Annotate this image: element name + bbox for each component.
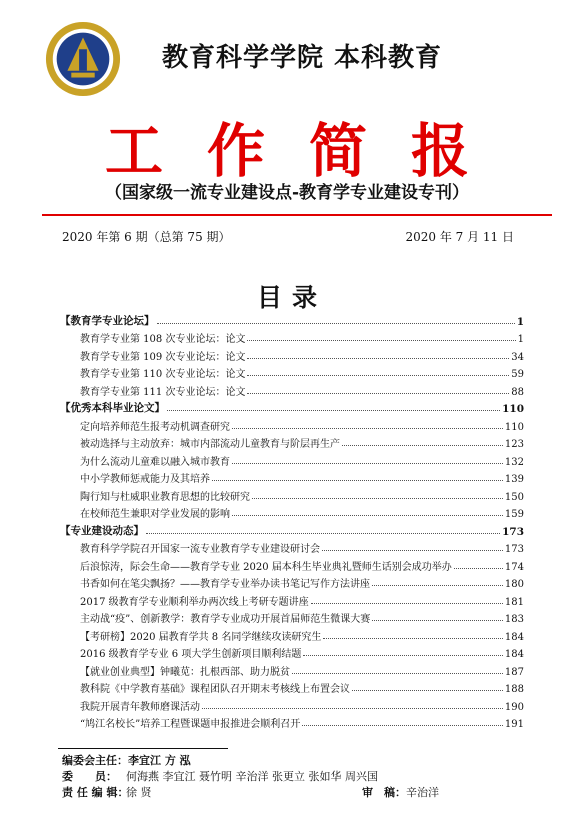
editor-value: 徐 贤 — [126, 786, 152, 799]
footer-chief — [62, 752, 191, 768]
toc-item-title: 定向培养师范生报考动机调查研究 — [80, 421, 230, 433]
toc-page: 183 — [504, 614, 524, 625]
toc-item-title: 教育科学学院召开国家一流专业教育学专业建设研讨会 — [80, 544, 320, 555]
toc-item[interactable] — [60, 363, 524, 381]
toc-page: 190 — [504, 701, 524, 713]
dot-leader — [247, 358, 509, 359]
toc-page: 191 — [504, 719, 524, 730]
footer-reviewer — [362, 784, 439, 800]
toc-page: 159 — [504, 509, 524, 520]
university-seal-icon — [44, 20, 122, 98]
dot-leader — [372, 585, 503, 586]
toc-item-title: 为什么流动儿童难以融入城市教育 — [80, 456, 230, 468]
toc-section-title: 【教育学专业论坛】 — [60, 314, 155, 327]
toc-item-title: 2016 级教育学专业 6 项大学生创新项目顺利结题 — [80, 649, 302, 660]
dot-leader — [157, 323, 515, 324]
dot-leader — [352, 690, 503, 691]
dot-leader — [292, 673, 503, 674]
toc-page: 181 — [504, 596, 524, 608]
toc-item-title: 我院开展青年教师磨课活动 — [80, 701, 200, 713]
dot-leader — [322, 550, 503, 551]
toc-item[interactable] — [60, 538, 524, 556]
toc-page: 187 — [504, 666, 524, 678]
toc-item[interactable] — [60, 695, 524, 713]
toc-item-title: 书香如何在笔尖飘扬？——教育学专业举办读书笔记写作方法讲座 — [80, 579, 370, 590]
dot-leader — [146, 533, 500, 534]
toc-item-title: 中小学教师惩戒能力及其培养 — [80, 474, 210, 485]
red-divider — [42, 214, 552, 216]
toc-page: 173 — [502, 525, 524, 538]
dot-leader — [232, 428, 503, 429]
toc-page: 110 — [504, 421, 524, 433]
toc-page: 174 — [504, 561, 524, 573]
toc-page: 1 — [516, 315, 524, 328]
table-of-contents — [60, 310, 524, 730]
toc-item-title: 教育学专业第 111 次专业论坛：论文 — [80, 386, 246, 398]
chief-label: 编委会主任： — [62, 754, 128, 767]
toc-page: 59 — [511, 369, 524, 380]
toc-item[interactable] — [60, 328, 524, 346]
toc-section-title: 【专业建设动态】 — [60, 524, 144, 537]
toc-item[interactable] — [60, 468, 524, 486]
toc-page: 139 — [504, 474, 524, 485]
toc-item[interactable] — [60, 380, 524, 398]
dot-leader — [342, 445, 503, 446]
toc-page: 173 — [504, 544, 524, 555]
toc-item[interactable] — [60, 590, 524, 608]
toc-item[interactable] — [60, 433, 524, 451]
toc-page: 110 — [502, 403, 524, 415]
toc-item[interactable] — [60, 660, 524, 678]
toc-item-title: “鸠江名校长”培养工程暨课题申报推进会顺利召开 — [80, 719, 301, 730]
dot-leader — [303, 655, 503, 656]
toc-item-title: 教育学专业第 110 次专业论坛：论文 — [80, 369, 246, 380]
toc-item-title: 主动战“疫”、创新教学：教育学专业成功开展首届师范生微课大赛 — [80, 614, 371, 625]
dot-leader — [167, 410, 500, 411]
dot-leader — [202, 708, 503, 709]
toc-section[interactable] — [60, 520, 524, 538]
dot-leader — [323, 638, 503, 639]
reviewer-label: 审 稿： — [362, 786, 406, 799]
toc-page: 34 — [511, 351, 524, 363]
members-label: 委 员： — [62, 770, 117, 783]
dot-leader — [212, 480, 503, 481]
dot-leader — [302, 725, 503, 726]
toc-item[interactable] — [60, 678, 524, 696]
toc-item[interactable] — [60, 345, 524, 363]
toc-item-title: 被动选择与主动放弃：城市内部流动儿童教育与阶层再生产 — [80, 439, 340, 450]
chief-value: 李宜江 方 泓 — [128, 754, 191, 767]
toc-item[interactable] — [60, 450, 524, 468]
toc-page: 188 — [504, 684, 524, 695]
toc-page: 1 — [517, 334, 524, 345]
toc-item[interactable] — [60, 573, 524, 591]
toc-title: 目录 — [256, 283, 327, 312]
members-value: 何海燕 李宜江 聂竹明 辛治洋 张更立 张如华 周兴国 — [126, 770, 378, 783]
toc-page: 184 — [504, 631, 524, 643]
department-title: 教育科学学院 本科教育 — [162, 43, 443, 73]
toc-item-title: 【就业创业典型】钟曦苋：扎根西部、助力脱贫 — [80, 666, 290, 678]
toc-item[interactable] — [60, 713, 524, 731]
bulletin-subtitle: （国家级一流专业建设点-教育学专业建设专刊） — [104, 183, 470, 203]
toc-item-title: 在校师范生兼职对学业发展的影响 — [80, 509, 230, 520]
toc-item[interactable] — [60, 625, 524, 643]
toc-item[interactable] — [60, 415, 524, 433]
toc-page: 132 — [504, 456, 524, 468]
toc-item-title: 教育学专业第 109 次专业论坛：论文 — [80, 351, 246, 363]
toc-item-title: 后浪惊涛，际会生命——教育学专业 2020 届本科生毕业典礼暨师生话别会成功举办 — [80, 561, 452, 573]
toc-page: 88 — [511, 386, 524, 398]
toc-item[interactable] — [60, 503, 524, 521]
toc-page: 180 — [504, 579, 524, 590]
bulletin-title: 工作简报 — [104, 117, 513, 185]
dot-leader — [247, 393, 509, 394]
issue-date: 2020 年 7 月 11 日 — [405, 230, 514, 244]
toc-item-title: 【考研榜】2020 届教育学共 8 名同学继续攻读研究生 — [80, 631, 322, 643]
dot-leader — [232, 515, 503, 516]
editor-label: 责 任 编 辑： — [62, 786, 129, 799]
issue-number: 2020 年第 6 期（总第 75 期） — [62, 230, 231, 244]
toc-item-title: 2017 级教育学专业顺利举办两次线上考研专题讲座 — [80, 596, 309, 608]
toc-item[interactable] — [60, 643, 524, 661]
toc-section-title: 【优秀本科毕业论文】 — [60, 402, 165, 414]
dot-leader — [311, 603, 503, 604]
toc-section[interactable] — [60, 398, 524, 416]
toc-page: 123 — [504, 439, 524, 450]
dot-leader — [247, 340, 515, 341]
dot-leader — [454, 568, 503, 569]
footer-editor — [62, 784, 152, 800]
reviewer-value: 辛治洋 — [406, 786, 439, 799]
dot-leader — [372, 620, 503, 621]
toc-item-title: 陶行知与杜威职业教育思想的比较研究 — [80, 491, 250, 503]
toc-item-title: 教育学专业第 108 次专业论坛：论文 — [80, 334, 246, 345]
footer-members — [62, 768, 378, 784]
toc-page: 184 — [504, 649, 524, 660]
footer-divider — [58, 748, 228, 749]
dot-leader — [252, 498, 503, 499]
dot-leader — [232, 463, 503, 464]
toc-section[interactable] — [60, 310, 524, 328]
toc-item[interactable] — [60, 555, 524, 573]
dot-leader — [247, 375, 509, 376]
toc-page: 150 — [504, 491, 524, 503]
toc-item-title: 教科院《中学教育基础》课程团队召开期末考核线上布置会议 — [80, 684, 350, 695]
toc-item[interactable] — [60, 485, 524, 503]
toc-item[interactable] — [60, 608, 524, 626]
